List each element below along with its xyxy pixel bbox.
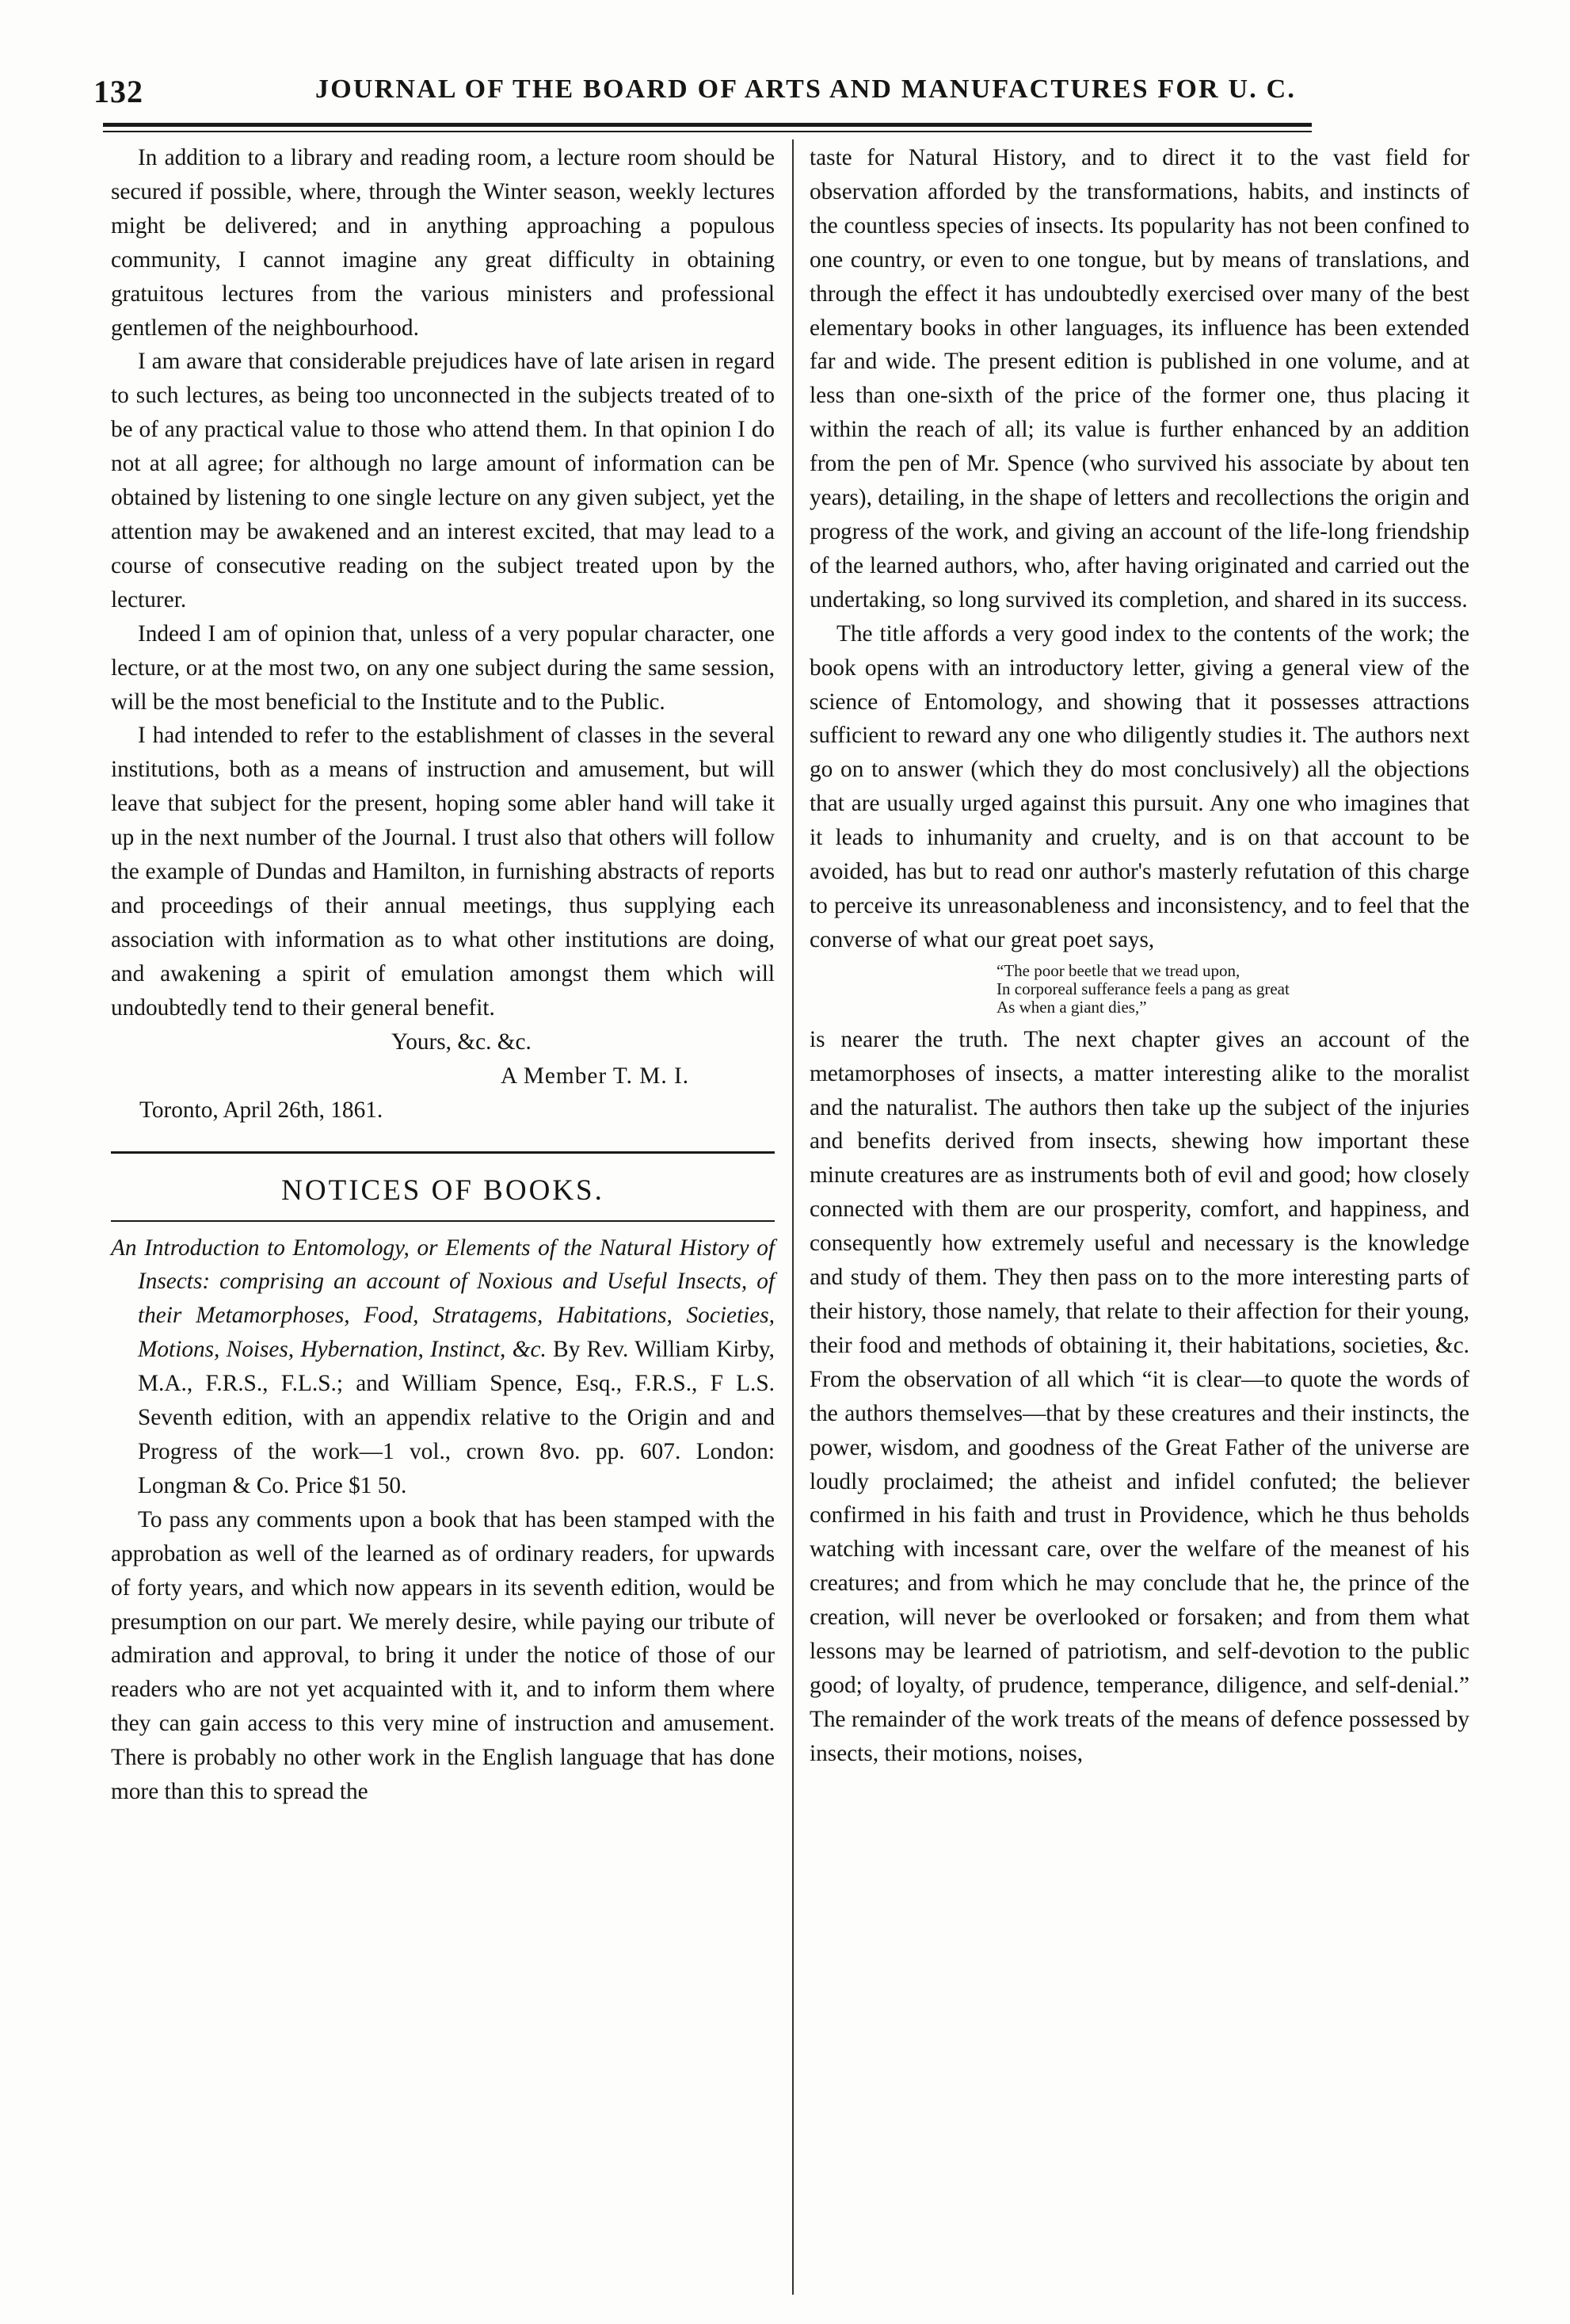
column-divider bbox=[792, 139, 794, 2295]
running-head bbox=[93, 73, 1313, 116]
review-paragraph: is nearer the truth. The next chapter gives an account of the metamorphoses of insects, a matter interesting alike to the moralist and the naturalist. The authors then take up the subject of the injuries and benefits derived from insects, shewing how important these minute creatures are as instruments both of evil and good; how closely connected with them are our prosperity, comfort, and happiness, and consequently how extremely useful and necessary is the knowledge and study of them. They then pass on to the more interesting parts of their history, those namely, that relate to their affection for their young, their food and methods of obtaining it, their habitations, societies, &c. From the observation of all which “it is clear—to quote the words of the authors themselves—that by these creatures and their instincts, the power, wisdom, and goodness of the Great Father of the universe are loudly proclaimed; the atheist and infidel confuted; the believer confirmed in his faith and trust in Providence, which he thus beholds watching with incessant care, over the welfare of the meanest of his creatures; and from which he may conclude that he, the prince of the creation, will never be overlooked or forsaken; and from them what lessons may be learned of patriotism, and self-devotion to the public good; of loyalty, of prudence, temperance, diligence, and self-denial.” The remainder of the work treats of the means of defence possessed by insects, their motions, noises, bbox=[810, 1026, 1469, 1766]
signature-closing: Yours, &c. &c. bbox=[391, 1028, 532, 1055]
signature-date-row bbox=[111, 1093, 775, 1128]
journal-title: JOURNAL OF THE BOARD OF ARTS AND MANUFACTURES FOR U. C. bbox=[315, 74, 1297, 104]
quote-line: In corporeal sufferance feels a pang as great bbox=[996, 979, 1290, 998]
letter-paragraph: Indeed I am of opinion that, unless of a very popular character, one lecture, or at the most two, on any one subject during the same session, will be the most beneficial to the Institute and to the Public. bbox=[111, 620, 775, 715]
review-continuation: taste for Natural History, and to direct it to the vast field for observation afforded by the transformations, habits, and instincts of the countless species of insects. Its popularity has not been confined to one country, or even to one tongue, but by means of translations, and through the effect it has undoubtedly exercised over many of the best elementary books in other languages, its influence has been extended far and wide. The present edition is published in one volume, and at less than one-sixth of the price of the former one, thus placing it within the reach of all; its value is further enhanced by an addition from the pen of Mr. Spence (who survived his associate by about ten years), detailing, in the shape of letters and recollections the origin and progress of the work, and giving an account of the life-long friendship of the learned authors, who, after having originated and carried out the undertaking, so long survived its completion, and shared in its success. bbox=[810, 145, 1469, 612]
signature-date: Toronto, April 26th, 1861. bbox=[139, 1097, 383, 1123]
section-heading: NOTICES OF BOOKS. bbox=[281, 1173, 604, 1207]
left-column bbox=[111, 141, 775, 1809]
signature-closing-row bbox=[111, 1025, 775, 1059]
signature-signer: A Member T. M. I. bbox=[501, 1063, 690, 1089]
review-paragraph: The title affords a very good index to the contents of the work; the book opens with an introductory letter, giving a general view of the science of Entomology, and showing that it possesses attractions sufficient to reward any one who diligently studies it. The authors next go on to answer (which they do most conclusively) all the objections that are usually urged against this pursuit. Any one who imagines that it leads to inhumanity and cruelty, and is on that account to be avoided, has but to read onr author's masterly refutation of this charge to perceive its unreasonableness and inconsistency, and to feel that the converse of what our great poet says, bbox=[810, 620, 1469, 952]
review-paragraph: To pass any comments upon a book that has been stamped with the approbation as well of the learned as of ordinary readers, for upwards of forty years, and which now appears in its seventh edition, would be presumption on our part. We merely desire, while paying our tribute of admiration and approval, to bring it under the notice of those of our readers who are not yet acquainted with it, and to inform them where they can gain access to this very mine of instruction and amusement. There is probably no other work in the English language that has done more than this to spread the bbox=[111, 1506, 775, 1805]
letter-paragraph: In addition to a library and reading room, a lecture room should be secured if possible, where, through the Winter season, weekly lectures might be delivered; and in anything approaching a populous community, I cannot imagine any great difficulty in obtaining gratuitous lectures from the various ministers and professional gentlemen of the neighbourhood. bbox=[111, 145, 775, 341]
book-title: An Introduction to Entomology, or Elements of the Natural History of Insects: comprising an account of Noxious and Useful Insects, of their Metamorphoses, Food, Stratagems, Habitations, Societies, Motions, Noises, Hybernation, Instinct, &c. bbox=[111, 1235, 775, 1363]
book-notice bbox=[111, 1231, 775, 1503]
section-rule bbox=[111, 1151, 775, 1154]
letter-paragraph: I am aware that considerable prejudices have of late arisen in regard to such lectures, as being too unconnected in the subjects treated of to be of any practical value to those who attend them. In that opinion I do not at all agree; for although no large amount of information can be obtained by listening to one single lecture on any given subject, yet the attention may be awakened and an interest excited, that may lead to a course of consecutive reading on the subject treated upon by the lecturer. bbox=[111, 349, 775, 612]
section-rule-bottom bbox=[111, 1220, 775, 1222]
header-rule-thin bbox=[103, 131, 1312, 132]
page-number: 132 bbox=[93, 74, 143, 109]
letter-paragraph: I had intended to refer to the establishment of classes in the several institutions, both as a means of instruction and amusement, but will leave that subject for the present, hoping some abler hand will take it up in the next number of the Journal. I trust also that others will follow the example of Dundas and Hamilton, in furnishing abstracts of reports and proceedings of their annual meetings, thus supplying each association with information as to what other institutions are doing, and awakening a spirit of emulation amongst them which will undoubtedly tend to their general benefit. bbox=[111, 723, 775, 1021]
quote-line: “The poor beetle that we tread upon, bbox=[996, 960, 1240, 980]
poetry-quote bbox=[810, 962, 1469, 1017]
header-rule bbox=[103, 123, 1312, 127]
quote-line: As when a giant dies,” bbox=[996, 997, 1147, 1017]
signature-signer-row bbox=[111, 1059, 775, 1093]
book-details: By Rev. William Kirby, M.A., F.R.S., F.L.S.; and William Spence, Esq., F.R.S., F L.S. Seventh edition, with an appendix relative to the Origin and and Progress of the work—1 vol., crown 8vo. pp. 607. London: Longman & Co. Price $1 50. bbox=[138, 1337, 775, 1498]
right-column bbox=[810, 141, 1469, 1771]
